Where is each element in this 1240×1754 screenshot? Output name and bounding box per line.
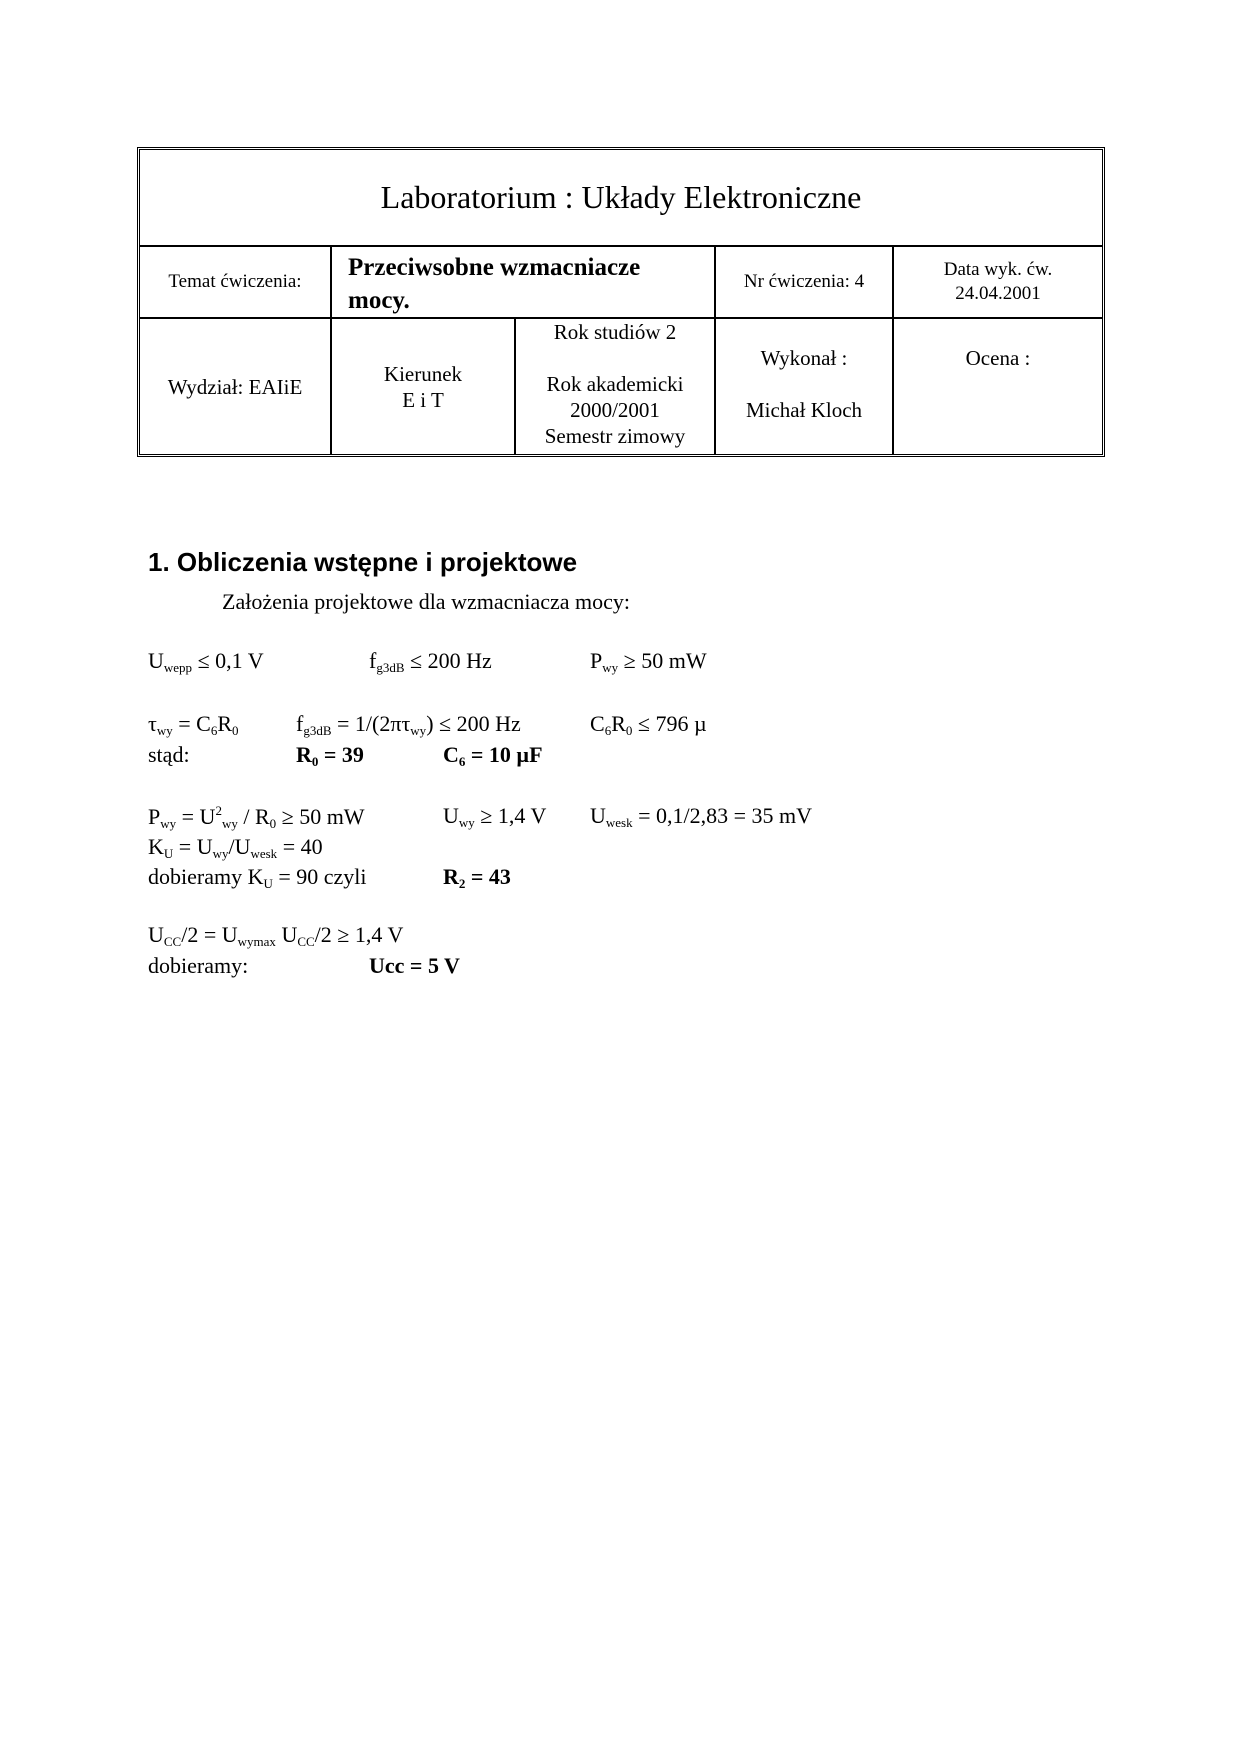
- section-heading: 1. Obliczenia wstępne i projektowe: [148, 547, 578, 577]
- result-ucc: Ucc = 5 V: [369, 953, 460, 978]
- academic-year-value: 2000/2001: [570, 398, 660, 422]
- date-cell: [894, 247, 1102, 319]
- formula-uwepp: $U_{wepp} \le 0,1$ V: [148, 648, 264, 675]
- formula-uwesk: $U_{wesk} = 0,1/2,83 = 35$ mV: [590, 803, 813, 830]
- topic-cell: [332, 247, 716, 319]
- dobieramy-ku: dobieramy $K_U = 90$ czyli: [148, 864, 367, 891]
- formula-c6r0: $C_6R_0 \le 796$ µ: [590, 711, 707, 738]
- exercise-number: Nr ćwiczenia: 4: [716, 247, 894, 319]
- formula-tau: $\tau_{wy} = C_6R_0$: [148, 711, 239, 738]
- intro-text: Założenia projektowe dla wzmacniacza mocy:: [222, 589, 631, 614]
- grade-cell: [894, 319, 1102, 454]
- formula-ku: $K_U = U_{wy}/U_{wesk} = 40$: [148, 834, 323, 861]
- date-label: Data wyk. ćw.: [943, 259, 1053, 280]
- result-r2: $R_2 = 43$: [443, 864, 511, 891]
- author-cell: [716, 319, 894, 454]
- formula-pwy-calc: $P_{wy} = U^2_{wy} / R_0 \ge 50$ mW: [148, 803, 365, 831]
- result-r0: $R_0 = 39$: [296, 742, 364, 769]
- formula-pwy: $P_{wy} \ge 50$ mW: [590, 648, 707, 675]
- formula-ucc: $U_{CC}/2 = U_{wymax}$ $U_{CC}/2 \ge 1,4$ V: [148, 922, 404, 949]
- formula-f-tau: $f_{g3dB} = 1/(2\pi\tau_{wy}) \le 200$ Hz: [296, 711, 521, 738]
- topic-label: Temat ćwiczenia:: [140, 247, 332, 319]
- topic-line-1: Przeciwsobne wzmacniacze: [348, 254, 641, 281]
- direction-cell: [332, 319, 516, 454]
- direction-label: Kierunek: [383, 361, 463, 386]
- page-title: Laboratorium : Układy Elektroniczne: [140, 150, 1102, 247]
- date-value: 24.04.2001: [955, 283, 1041, 304]
- topic-line-2: mocy.: [348, 287, 410, 314]
- year-of-study: Rok studiów 2: [553, 320, 677, 344]
- header-table: [137, 147, 1105, 457]
- academic-year-label: Rok akademicki: [546, 372, 684, 396]
- formula-fg3db: $f_{g3dB} \le 200$ Hz: [369, 648, 492, 675]
- study-cell: [516, 319, 716, 454]
- author-name: Michał Kloch: [745, 398, 863, 422]
- result-c6: $C_6 = 10$ µF: [443, 742, 543, 769]
- done-by-label: Wykonał :: [760, 346, 848, 370]
- stad-label: stąd:: [148, 742, 190, 767]
- formula-uwy: $U_{wy} \ge 1,4$ V: [443, 803, 547, 830]
- direction-value: E i T: [402, 387, 444, 412]
- dobieramy-label: dobieramy:: [148, 953, 249, 978]
- semester: Semestr zimowy: [544, 424, 686, 448]
- grade-label: Ocena :: [965, 346, 1031, 370]
- faculty-cell: Wydział: EAIiE: [140, 319, 332, 454]
